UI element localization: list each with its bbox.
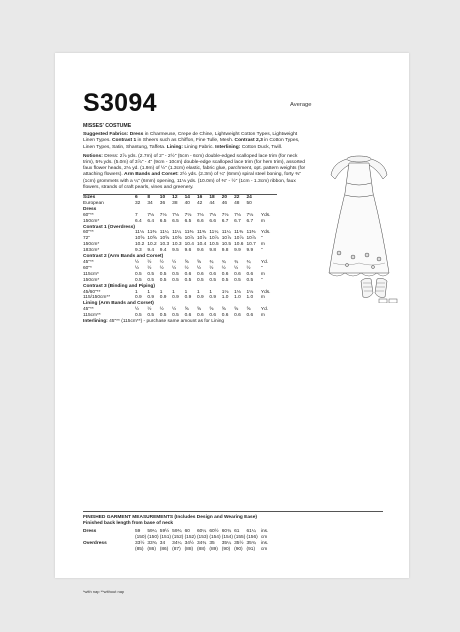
size-value: 1: [196, 289, 200, 295]
size-value: 10.2: [147, 242, 157, 248]
unit-label: ": [260, 236, 263, 242]
size-value: 0.6: [234, 271, 241, 277]
unit-label: ins.: [260, 528, 269, 534]
size-value: 7⅛: [184, 212, 192, 218]
size-value: ½: [184, 265, 189, 271]
size-value: ⅝: [234, 307, 239, 313]
size-value: ½: [147, 260, 152, 265]
section-title: Contrast 1 (Overdress): [83, 224, 135, 230]
size-value: 1: [209, 289, 213, 295]
size-value: 34¾: [196, 540, 207, 546]
finished-measurements: [83, 511, 383, 552]
unit-label: Yds.: [260, 230, 271, 236]
size-value: 50: [246, 200, 252, 206]
row-label: 45"**: [83, 260, 94, 265]
size-value: 0.9: [172, 295, 179, 301]
unit-label: ": [260, 277, 263, 283]
size-value: 34: [159, 540, 166, 546]
size-value: ½: [221, 265, 226, 271]
size-value: 40: [184, 200, 190, 206]
size-value: 0.6: [196, 271, 204, 277]
size-value: (152): [172, 534, 184, 540]
size-value: 0.6: [196, 313, 204, 319]
size-value: 0.9: [184, 295, 192, 301]
size-value: 0.6: [234, 313, 241, 319]
size-value: (150): [135, 534, 147, 540]
size-value: 10: [159, 195, 166, 201]
size-value: 6.6: [196, 218, 204, 224]
size-value: 14: [184, 195, 190, 201]
size-value: 6: [135, 195, 138, 201]
row-label: Dress: [83, 528, 97, 534]
row-label: 72": [83, 236, 91, 242]
size-value: ½: [234, 265, 239, 271]
size-value: 0.5: [196, 277, 204, 283]
size-value: 10⅞: [196, 236, 207, 242]
row-label: 45"**: [83, 307, 94, 313]
size-value: 11⅜: [147, 230, 157, 236]
size-value: 46: [221, 200, 228, 206]
size-value: (91): [246, 546, 256, 552]
size-value: ½: [246, 265, 251, 271]
size-value: 33½: [135, 540, 145, 546]
finished-measurements-title: FINISHED GARMENT MEASUREMENTS (Includes Design and Wearing Ease): [83, 511, 383, 521]
section-title: Contrast 2 (Arm Bands and Corset): [83, 254, 164, 260]
size-value: 61¼: [246, 528, 256, 534]
size-value: 7⅛: [221, 212, 229, 218]
unit-label: m: [260, 313, 265, 319]
size-value: 0.5: [172, 271, 179, 277]
size-value: 9.6: [184, 248, 192, 254]
size-value: 1⅛: [221, 289, 229, 295]
size-value: 0.9: [209, 295, 217, 301]
size-value: 7⅛: [234, 212, 241, 218]
size-value: 10⅞: [234, 236, 244, 242]
size-value: 22: [234, 195, 240, 201]
size-value: 0.9: [196, 295, 204, 301]
size-value: 0.6: [209, 271, 217, 277]
size-value: (85): [135, 546, 144, 552]
size-value: 7⅛: [147, 212, 155, 218]
size-value: 1: [135, 289, 138, 295]
size-value: 10.3: [159, 242, 170, 248]
size-value: 59½: [159, 528, 170, 534]
size-value: 0.5: [147, 277, 155, 283]
size-value: 35¾: [246, 540, 256, 546]
size-value: 0.6: [209, 313, 217, 319]
size-value: 38: [172, 200, 178, 206]
size-value: 10⅞: [184, 236, 194, 242]
size-value: 10.4: [184, 242, 194, 248]
size-value: ½: [172, 307, 177, 313]
unit-label: ": [260, 265, 263, 271]
size-value: 12: [172, 195, 178, 201]
unit-label: cm: [260, 546, 268, 552]
row-label: 183cm*: [83, 248, 100, 254]
row-label: 60"**: [83, 212, 94, 218]
size-value: 6.5: [172, 218, 179, 224]
size-value: 6.4: [147, 218, 155, 224]
size-value: 9.4: [159, 248, 167, 254]
size-value: 0.5: [159, 277, 167, 283]
size-value: 7: [135, 212, 138, 218]
size-value: (86): [159, 546, 169, 552]
measurement-row: [83, 547, 275, 553]
row-label: 150cm*: [83, 242, 100, 248]
size-value: (90): [234, 546, 243, 552]
unit-label: Yd.: [260, 307, 269, 313]
size-value: 18: [209, 195, 215, 201]
size-value: 1.0: [221, 295, 229, 301]
size-value: 60: [184, 528, 190, 534]
size-value: ½: [147, 265, 152, 271]
size-value: (88): [184, 546, 194, 552]
pattern-heading: MISSES' COSTUME: [83, 123, 132, 129]
size-value: 42: [196, 200, 203, 206]
size-value: 10⅝: [159, 236, 170, 242]
row-label: [83, 547, 135, 553]
size-value: 0.5: [147, 271, 155, 277]
size-value: 33¾: [147, 540, 157, 546]
size-value: 7⅛: [209, 212, 217, 218]
size-value: 10⅝: [135, 236, 145, 242]
size-value: 10⅞: [221, 236, 232, 242]
size-value: ½: [159, 260, 164, 265]
size-value: 11¼: [172, 230, 182, 236]
size-value: ¾: [246, 260, 251, 265]
size-value: (87): [172, 546, 181, 552]
suggested-fabrics: Suggested Fabrics: Dress in Charmeuse, Crepe de Chine, Lightweight Cotton Types, Lightweight Linen Types. Contrast 1 in Sheers such as Chiffon, Fine Tulle, Mesh. Contrast 2,3 in Cotton Types, Linen Types, Satin, Shantung, Taffeta. Lining: Lining Fabric. Interlining: Cotton Duck, Twill.: [83, 132, 300, 150]
size-value: ½: [135, 260, 140, 265]
size-value: 0.5: [147, 313, 155, 319]
size-value: 0.6: [221, 313, 229, 319]
size-value: 0.6: [184, 313, 192, 319]
size-value: 9.3: [135, 248, 142, 254]
size-value: 11¼: [209, 230, 219, 236]
size-value: 6.7: [221, 218, 229, 224]
size-value: 8: [147, 195, 151, 201]
size-value: 6.5: [184, 218, 192, 224]
size-value: 6.4: [135, 218, 142, 224]
size-value: 0.5: [172, 313, 179, 319]
unit-label: Yds.: [260, 212, 271, 218]
size-value: 11⅜: [246, 230, 256, 236]
skill-level: Average: [290, 102, 312, 108]
size-value: (86): [147, 546, 156, 552]
size-value: (152): [184, 534, 196, 540]
size-value: ⅝: [209, 307, 214, 313]
unit-label: Yds.: [260, 289, 271, 295]
size-value: 16: [196, 195, 203, 201]
size-value: 6.7: [246, 218, 254, 224]
size-value: (89): [209, 546, 218, 552]
pattern-info: [83, 123, 383, 325]
pattern-envelope-back: [55, 53, 409, 594]
size-value: 0.6: [246, 313, 254, 319]
size-value: 6.6: [209, 218, 217, 224]
size-value: 9.8: [209, 248, 217, 254]
row-label: European: [83, 200, 104, 206]
size-value: 9.8: [221, 248, 229, 254]
size-value: 0.5: [184, 277, 192, 283]
size-value: 10.5: [209, 242, 219, 248]
section-title: Dress: [83, 206, 97, 212]
pattern-number: S3094: [83, 89, 157, 117]
size-value: ⅝: [196, 260, 201, 265]
unit-label: m: [260, 218, 265, 224]
unit-label: m: [260, 271, 265, 277]
size-value: 9.4: [147, 248, 155, 254]
size-value: ½: [159, 265, 164, 271]
size-value: 60¾: [221, 528, 232, 534]
size-value: (151): [159, 534, 171, 540]
interlining-note: Interlining: 45"** (115cm**) - purchase same amount as for Lining: [83, 319, 225, 325]
section-title: Lining (Arm Bands and Corset): [83, 301, 154, 307]
size-value: 0.5: [135, 277, 142, 283]
size-value: ½: [159, 307, 164, 313]
size-value: 7⅛: [159, 212, 167, 218]
row-label: 45/60"**: [83, 289, 101, 295]
size-value: 10.6: [234, 242, 244, 248]
size-value: 0.5: [159, 271, 167, 277]
size-value: 6.7: [234, 218, 241, 224]
size-value: 0.5: [234, 277, 241, 283]
size-value: 20: [221, 195, 228, 201]
size-value: 7⅛: [172, 212, 179, 218]
row-label: 150cm*: [83, 277, 100, 283]
size-value: ⅝: [196, 307, 201, 313]
row-label: 150cm*: [83, 218, 100, 224]
size-value: ⅝: [184, 260, 189, 265]
size-value: 0.5: [209, 277, 217, 283]
unit-label: cm: [260, 534, 268, 540]
size-value: 0.9: [135, 295, 142, 301]
size-value: 0.9: [147, 295, 155, 301]
size-value: 1.0: [234, 295, 241, 301]
unit-label: m: [260, 295, 265, 301]
size-value: 32: [135, 200, 141, 206]
size-value: 59¼: [147, 528, 157, 534]
size-value: 0.5: [135, 271, 142, 277]
size-value: 1.0: [246, 295, 254, 301]
size-value: 10.5: [221, 242, 232, 248]
row-label: Sizes: [83, 195, 96, 201]
size-value: 1⅛: [246, 289, 254, 295]
notions: Notions: Dress: 2⅞ yds. (2.7m) of 2" - 2½" (5cm - 6cm) double-edged scalloped lace trim (for neck trim), 5⅜ yds. (5.0m) of 3⅞" - 4" (9cm - 10cm) double-edge scalloped lace trim (for hem trim), assorted faux flower heads, 2⅛ yd. (1.9m) of ½" (1.3cm) elastic, fabric glue, parchment, opt. pattern weights (for attaching flowers). Arm Bands and Corset: 2½ yds. (2.3m) of ¼" (6mm) spiral steel boning, forty ⅜" (1cm) grommets with a ¼" (6mm) opening, 11⅛ yds. (10.0m) of ⅜" - ½" (1cm - 1.3cm) ribbon, faux flowers, strands of craft pearls, vines and greenery.: [83, 153, 306, 190]
size-value: 60¼: [196, 528, 207, 534]
size-value: 35½: [234, 540, 244, 546]
size-value: 11⅜: [184, 230, 194, 236]
size-value: ½: [135, 265, 140, 271]
size-value: (156): [246, 534, 258, 540]
size-value: 35: [209, 540, 215, 546]
size-value: 35¼: [221, 540, 232, 546]
size-value: 7⅛: [246, 212, 254, 218]
size-value: 34¼: [172, 540, 182, 546]
size-value: 11⅜: [196, 230, 206, 236]
size-value: 6.5: [159, 218, 167, 224]
size-value: 0.6: [184, 271, 192, 277]
size-value: 10⅞: [246, 236, 256, 242]
measurements-table: [83, 529, 275, 553]
size-value: 0.5: [221, 277, 229, 283]
size-value: 11¼: [159, 230, 169, 236]
size-value: 7⅛: [196, 212, 204, 218]
size-value: 0.9: [159, 295, 167, 301]
size-value: ⅝: [184, 307, 189, 313]
row-label: 60"*: [83, 265, 92, 271]
unit-label: ": [260, 248, 263, 254]
size-value: ½: [196, 265, 201, 271]
size-value: (90): [221, 546, 231, 552]
unit-label: ins.: [260, 540, 269, 546]
size-value: 11⅜: [234, 230, 244, 236]
size-value: 10⅝: [172, 236, 182, 242]
size-value: 34: [147, 200, 153, 206]
size-value: 60½: [209, 528, 219, 534]
nap-footnote: *with nap **without nap: [83, 589, 125, 594]
size-value: 9.9: [246, 248, 254, 254]
size-value: 9.5: [172, 248, 179, 254]
size-value: 1: [147, 289, 151, 295]
size-value: (150): [147, 534, 159, 540]
size-value: 9.6: [196, 248, 204, 254]
row-label: 115/150cm**: [83, 295, 111, 301]
size-value: 1⅛: [234, 289, 241, 295]
size-value: 0.5: [159, 313, 167, 319]
row-label: 115cm*: [83, 271, 99, 277]
size-value: 48: [234, 200, 240, 206]
size-value: ⅝: [221, 307, 226, 313]
finished-measurements-subtitle: Finished back length from base of neck: [83, 520, 174, 526]
size-value: ½: [172, 265, 177, 271]
size-value: 0.6: [221, 271, 229, 277]
row-label: 115cm**: [83, 313, 101, 319]
size-value: ½: [172, 260, 177, 265]
size-value: ¾: [234, 260, 239, 265]
size-value: 1: [159, 289, 163, 295]
row-label: Overdress: [83, 540, 107, 546]
yardage-table: [83, 194, 277, 319]
size-value: ½: [209, 265, 214, 271]
size-value: ⅝: [246, 307, 251, 313]
size-value: 61: [234, 528, 240, 534]
size-value: (153): [196, 534, 209, 540]
size-value: ½: [135, 307, 140, 313]
unit-label: m: [260, 242, 265, 248]
size-value: (155): [234, 534, 246, 540]
size-value: 10⅞: [209, 236, 219, 242]
size-value: 44: [209, 200, 215, 206]
fabrics-lead: Suggested Fabrics:: [83, 132, 129, 138]
size-value: 0.5: [172, 277, 179, 283]
size-value: (154): [209, 534, 221, 540]
size-value: ¾: [221, 260, 226, 265]
section-title: Contrast 3 (Binding and Piping): [83, 283, 155, 289]
size-value: 10⅝: [147, 236, 157, 242]
size-value: 24: [246, 195, 252, 201]
size-value: 11⅛: [135, 230, 144, 236]
size-value: 10.2: [135, 242, 145, 248]
row-label: 60"**: [83, 230, 94, 236]
unit-label: Yd.: [260, 260, 269, 265]
size-value: 10.7: [246, 242, 256, 248]
size-value: 11¼: [221, 230, 231, 236]
size-value: 0.6: [246, 271, 254, 277]
size-value: ½: [147, 307, 152, 313]
size-value: 36: [159, 200, 166, 206]
size-value: 1: [172, 289, 175, 295]
size-value: 10.3: [172, 242, 182, 248]
size-value: 10.4: [196, 242, 207, 248]
size-value: 0.5: [246, 277, 254, 283]
size-value: 0.5: [135, 313, 142, 319]
size-value: 59: [135, 528, 141, 534]
size-value: 9.9: [234, 248, 241, 254]
size-value: 34½: [184, 540, 194, 546]
size-value: 1: [184, 289, 188, 295]
size-value: ¾: [209, 260, 214, 265]
size-value: 59¾: [172, 528, 182, 534]
size-value: (88): [196, 546, 206, 552]
notions-lead: Notions:: [83, 153, 103, 159]
size-value: (154): [221, 534, 233, 540]
